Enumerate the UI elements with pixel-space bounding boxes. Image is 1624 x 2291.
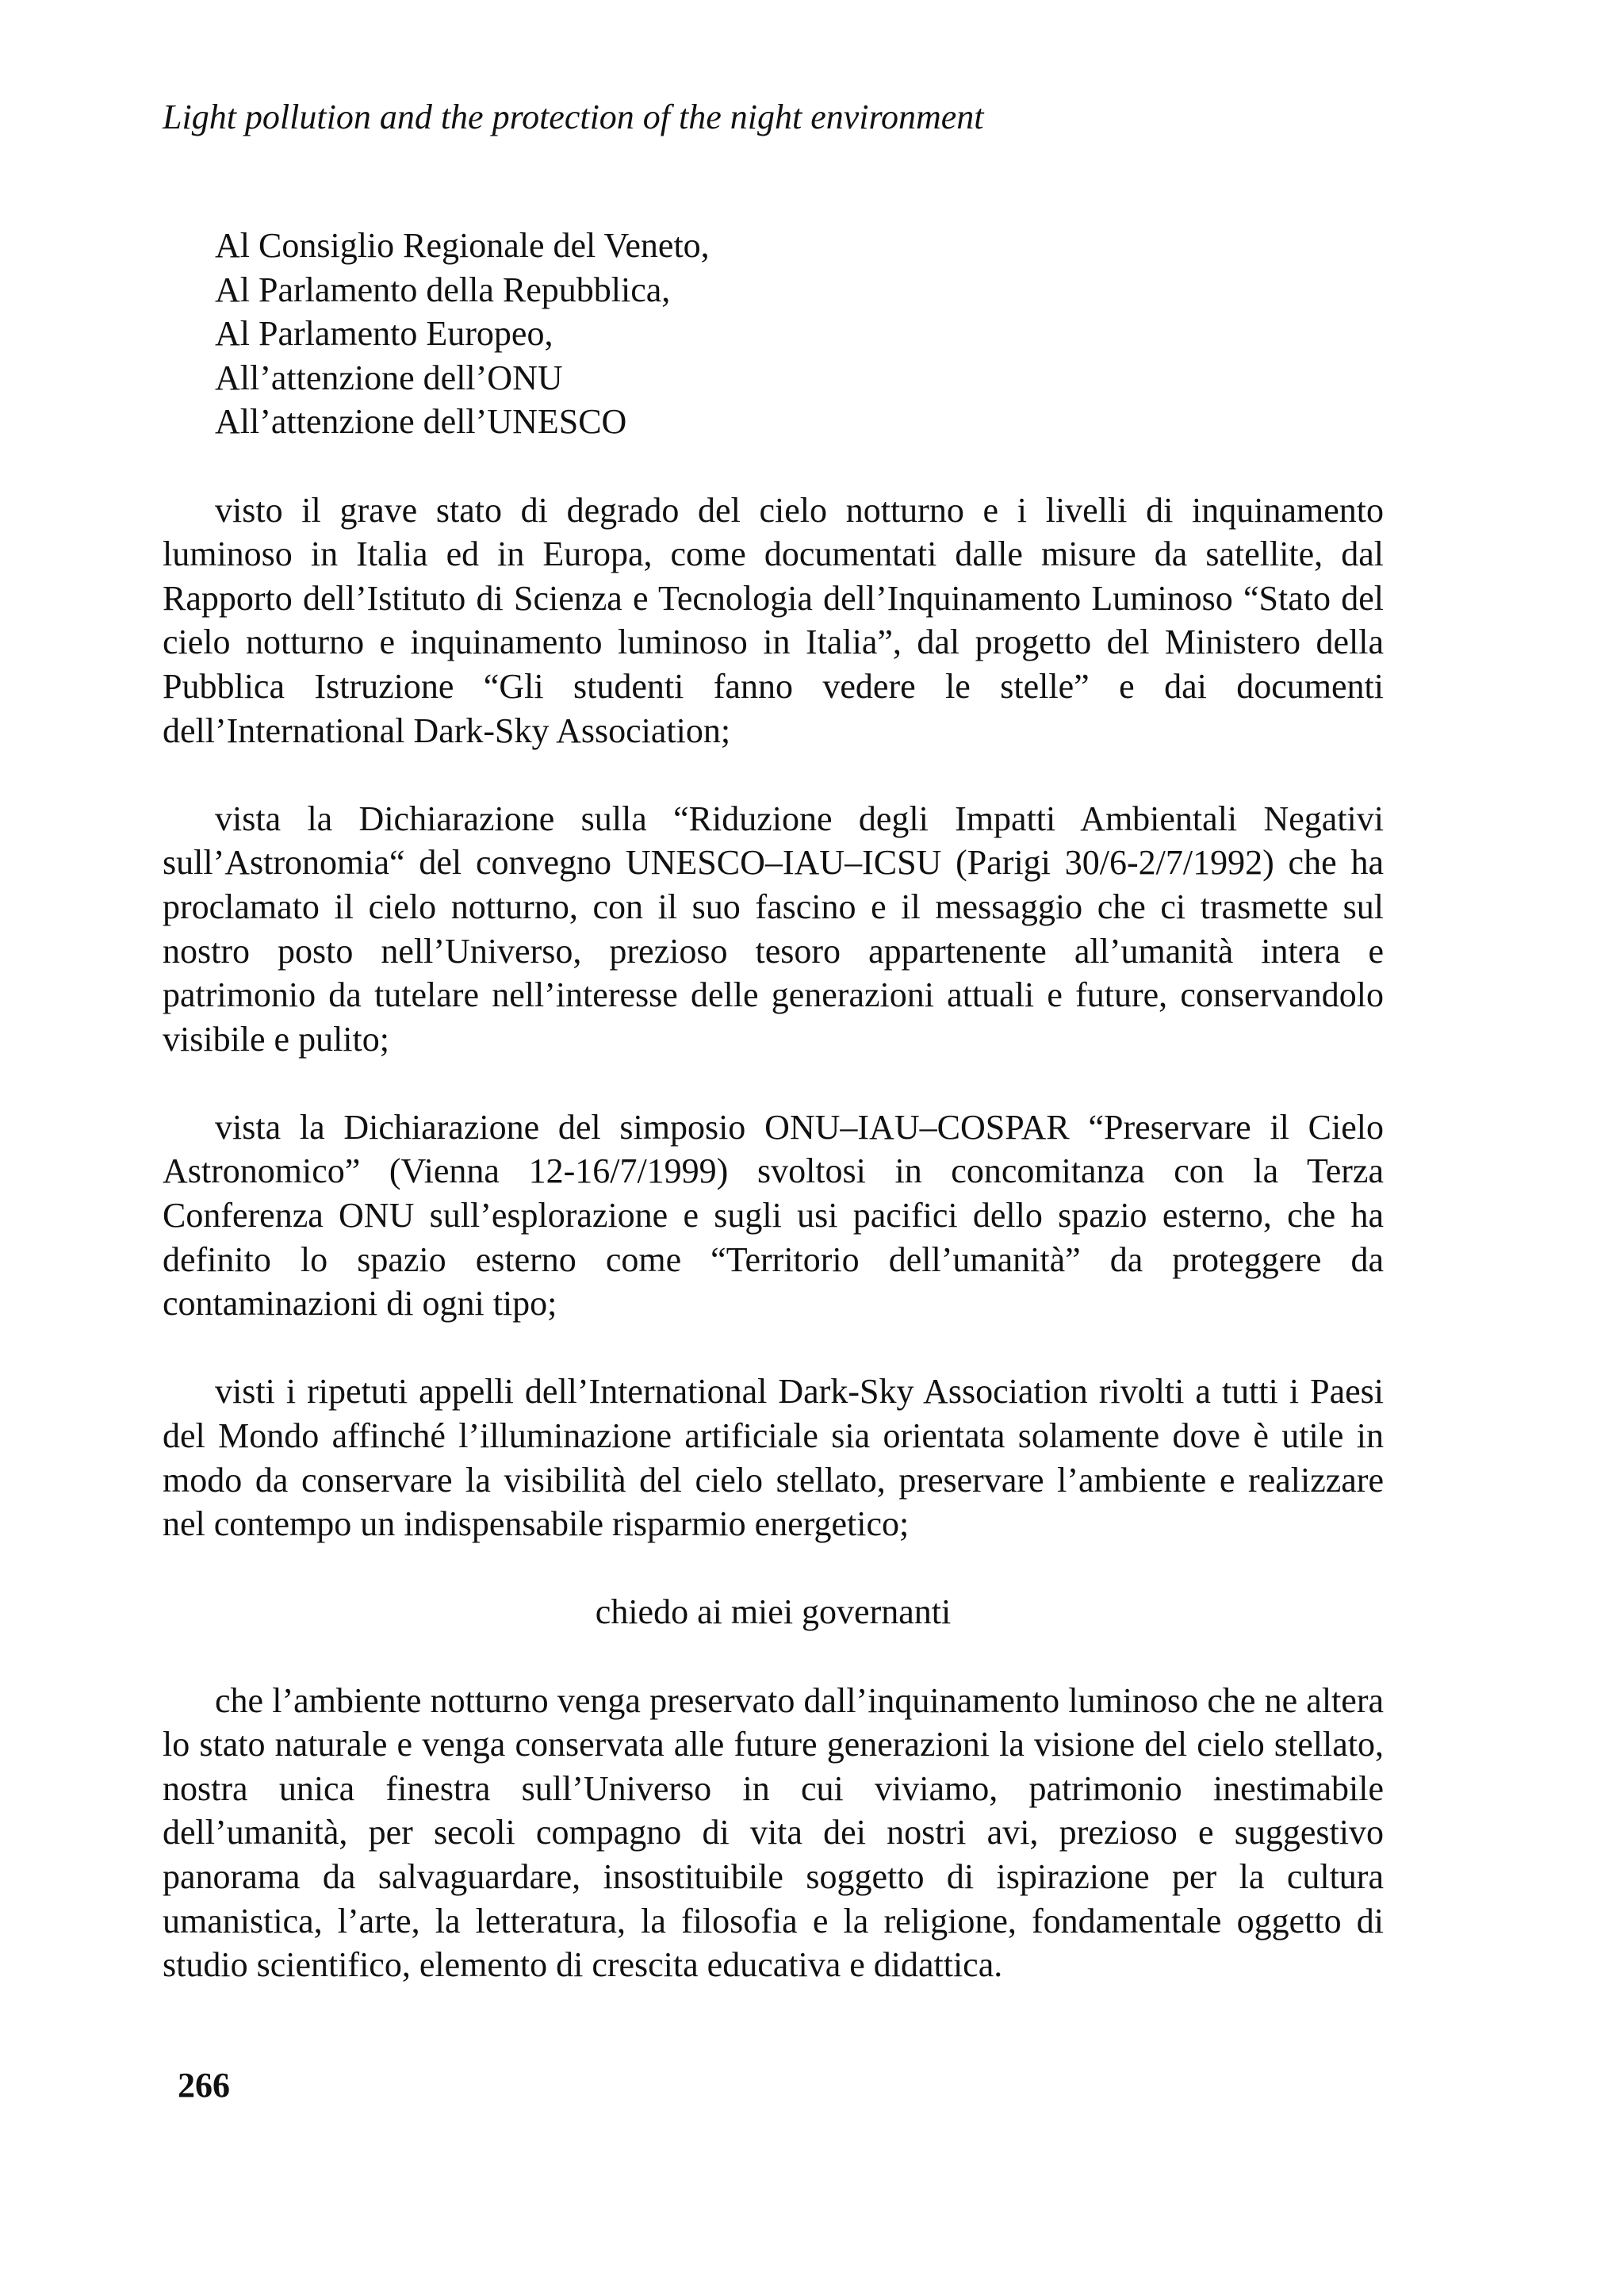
page-number: 266 [178, 2066, 230, 2105]
running-head: Light pollution and the protection of the night environment [163, 98, 984, 136]
addressee-line: Al Parlamento della Repubblica, [215, 270, 671, 309]
addressee-list [163, 224, 1384, 444]
addressee-line: Al Parlamento Europeo, [215, 314, 553, 354]
paragraph-vista-unesco: vista la Dichiarazione sulla “Riduzione degli Impatti Ambientali Negativi sull’Astronomia“ del convegno UNESCO–IAU–ICSU (Parigi 30/6-2/7/1992) che ha proclamato il cielo notturno, con il suo fascino e il messaggio che ci trasmette sul nostro posto nell’Universo, prezioso tesoro appartenente all’umanità intera e patrimonio da tutelare nell’interesse delle generazioni attuali e future, conservandolo visibile e pulito; [163, 799, 1384, 1059]
request-heading: chiedo ai miei governanti [595, 1592, 952, 1632]
page-body [163, 224, 1384, 1987]
paragraph-final: che l’ambiente notturno venga preservato dall’inquinamento luminoso che ne altera lo stato naturale e venga conservata alle future generazioni la visione del cielo stellato, nostra unica finestra sull’Universo in cui viviamo, patrimonio inestimabile dell’umanità, per secoli compagno di vita dei nostri avi, prezioso e suggestivo panorama da salvaguardare, insostituibile soggetto di ispirazione per la cultura umanistica, l’arte, la letteratura, la filosofia e la religione, fondamentale oggetto di studio scientifico, elemento di crescita educativa e didattica. [163, 1680, 1384, 1985]
addressee-line: Al Consiglio Regionale del Veneto, [215, 226, 710, 265]
paragraph-vista-onu: vista la Dichiarazione del simposio ONU–IAU–COSPAR “Preservare il Cielo Astronomico” (Vienna 12-16/7/1999) svoltosi in concomitanza con la Terza Conferenza ONU sull’esplorazione e sugli usi pacifici dello spazio esterno, che ha definito lo spazio esterno come “Territorio dell’umanità” da proteggere da contaminazioni di ogni tipo; [163, 1107, 1384, 1324]
addressee-line: All’attenzione dell’ONU [215, 358, 563, 397]
addressee-line: All’attenzione dell’UNESCO [215, 402, 627, 442]
paragraph-visto: visto il grave stato di degrado del cielo notturno e i livelli di inquinamento luminoso in Italia ed in Europa, come documentati dalle misure da satellite, dal Rapporto dell’Istituto di Scienza e Tecnologia dell’Inquinamento Luminoso “Stato del cielo notturno e inquinamento luminoso in Italia”, dal progetto del Ministero della Pubblica Istruzione “Gli studenti fanno vedere le stelle” e dai documenti dell’International Dark-Sky Association; [163, 490, 1384, 750]
paragraph-visti: visti i ripetuti appelli dell’International Dark-Sky Association rivolti a tutti i Paesi del Mondo affinché l’illuminazione artificiale sia orientata solamente dove è utile in modo da conservare la visibilità del cielo stellato, preservare l’ambiente e realizzare nel contempo un indispensabile risparmio energetico; [163, 1372, 1384, 1544]
